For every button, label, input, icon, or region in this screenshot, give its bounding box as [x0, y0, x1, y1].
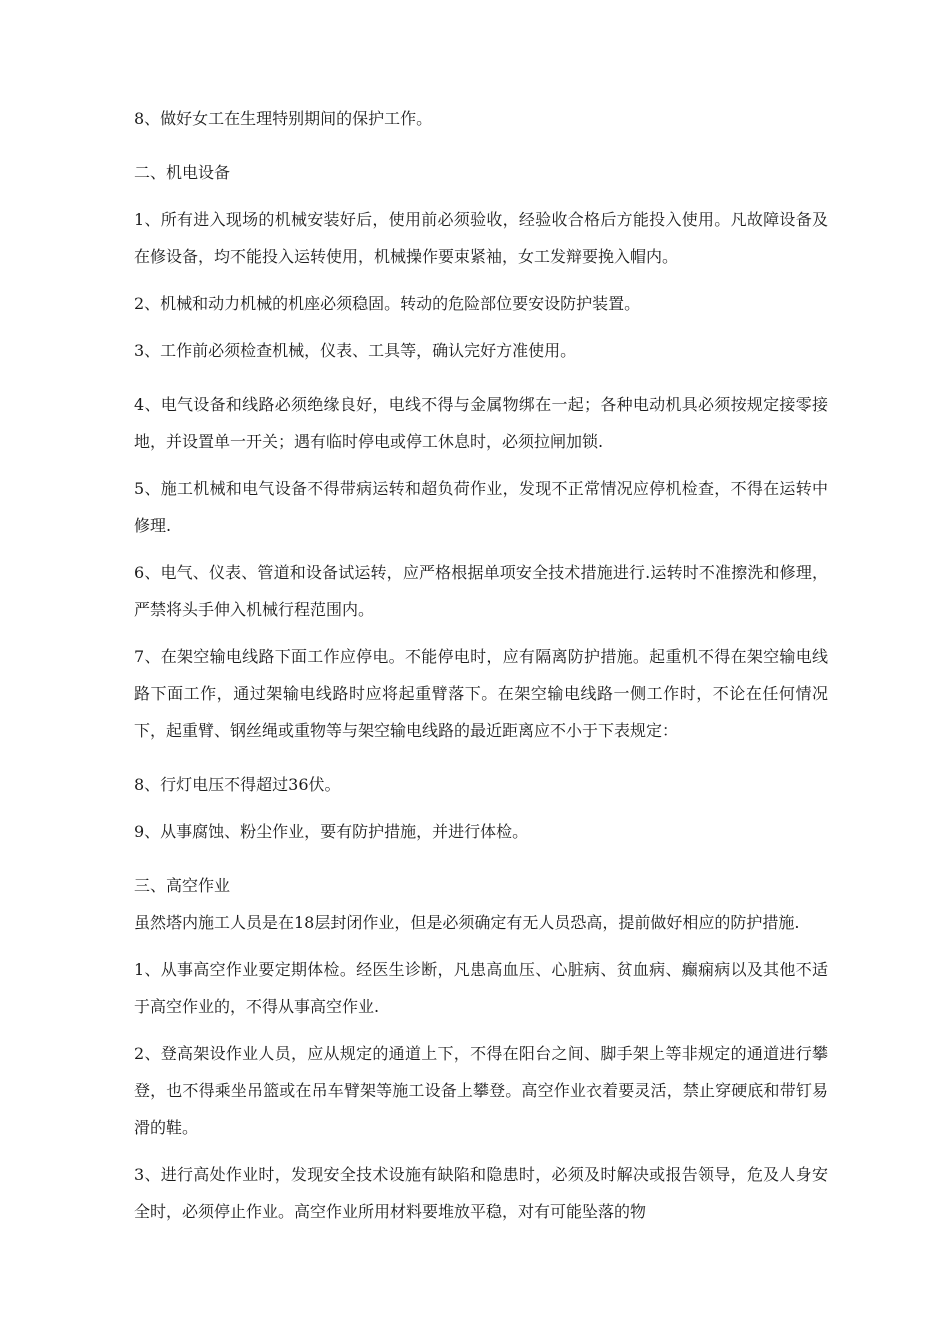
paragraph-item-3: 3、工作前必须检查机械，仪表、工具等，确认完好方准使用。 [134, 341, 577, 360]
section-heading-high-altitude: 三、高空作业 [134, 876, 231, 895]
paragraph-item-8: 8、行灯电压不得超过36伏。 [134, 775, 341, 794]
paragraph-women-protection: 8、做好女工在生理特别期间的保护工作。 [134, 109, 433, 128]
paragraph-high-item-2: 2、登高架设作业人员，应从规定的通道上下，不得在阳台之间、脚手架上等非规定的通道进行攀登，也不得乘坐吊篮或在吊车臂架等施工设备上攀登。高空作业衣着要灵活，禁止穿硬底和带钉易滑的鞋。 [134, 1044, 828, 1137]
paragraph-item-4: 4、电气设备和线路必须绝缘良好，电线不得与金属物绑在一起；各种电动机具必须按规定接零接地，并设置单一开关；遇有临时停电或停工休息时，必须拉闸加锁. [134, 395, 828, 451]
paragraph-item-6: 6、电气、仪表、管道和设备试运转，应严格根据单项安全技术措施进行.运转时不准擦洗和修理，严禁将头手伸入机械行程范围内。 [134, 563, 828, 619]
paragraph-high-item-1: 1、从事高空作业要定期体检。经医生诊断，凡患高血压、心脏病、贫血病、癫痫病以及其他不适于高空作业的，不得从事高空作业. [134, 960, 828, 1016]
paragraph-item-2: 2、机械和动力机械的机座必须稳固。转动的危险部位要安设防护装置。 [134, 294, 641, 313]
paragraph-high-item-3: 3、进行高处作业时，发现安全技术设施有缺陷和隐患时，必须及时解决或报告领导，危及人身安全时，必须停止作业。高空作业所用材料要堆放平稳，对有可能坠落的物 [134, 1165, 828, 1221]
paragraph-item-5: 5、施工机械和电气设备不得带病运转和超负荷作业，发现不正常情况应停机检查，不得在运转中修理. [134, 479, 828, 535]
paragraph-item-7: 7、在架空输电线路下面工作应停电。不能停电时，应有隔离防护措施。起重机不得在架空输电线路下面工作，通过架输电线路时应将起重臂落下。在架空输电线路一侧工作时，不论在任何情况下，起重臂、钢丝绳或重物等与架空输电线路的最近距离应不小于下表规定： [134, 647, 828, 740]
document-page [134, 100, 828, 1230]
section-heading-electromechanical: 二、机电设备 [134, 163, 231, 182]
paragraph-item-1: 1、所有进入现场的机械安装好后，使用前必须验收，经验收合格后方能投入使用。凡故障设备及在修设备，均不能投入运转使用，机械操作要束紧袖，女工发辩要挽入帽内。 [134, 210, 828, 266]
paragraph-high-altitude-intro: 虽然塔内施工人员是在18层封闭作业，但是必须确定有无人员恐高，提前做好相应的防护措施. [134, 913, 800, 932]
paragraph-item-9: 9、从事腐蚀、粉尘作业，要有防护措施，并进行体检。 [134, 822, 529, 841]
